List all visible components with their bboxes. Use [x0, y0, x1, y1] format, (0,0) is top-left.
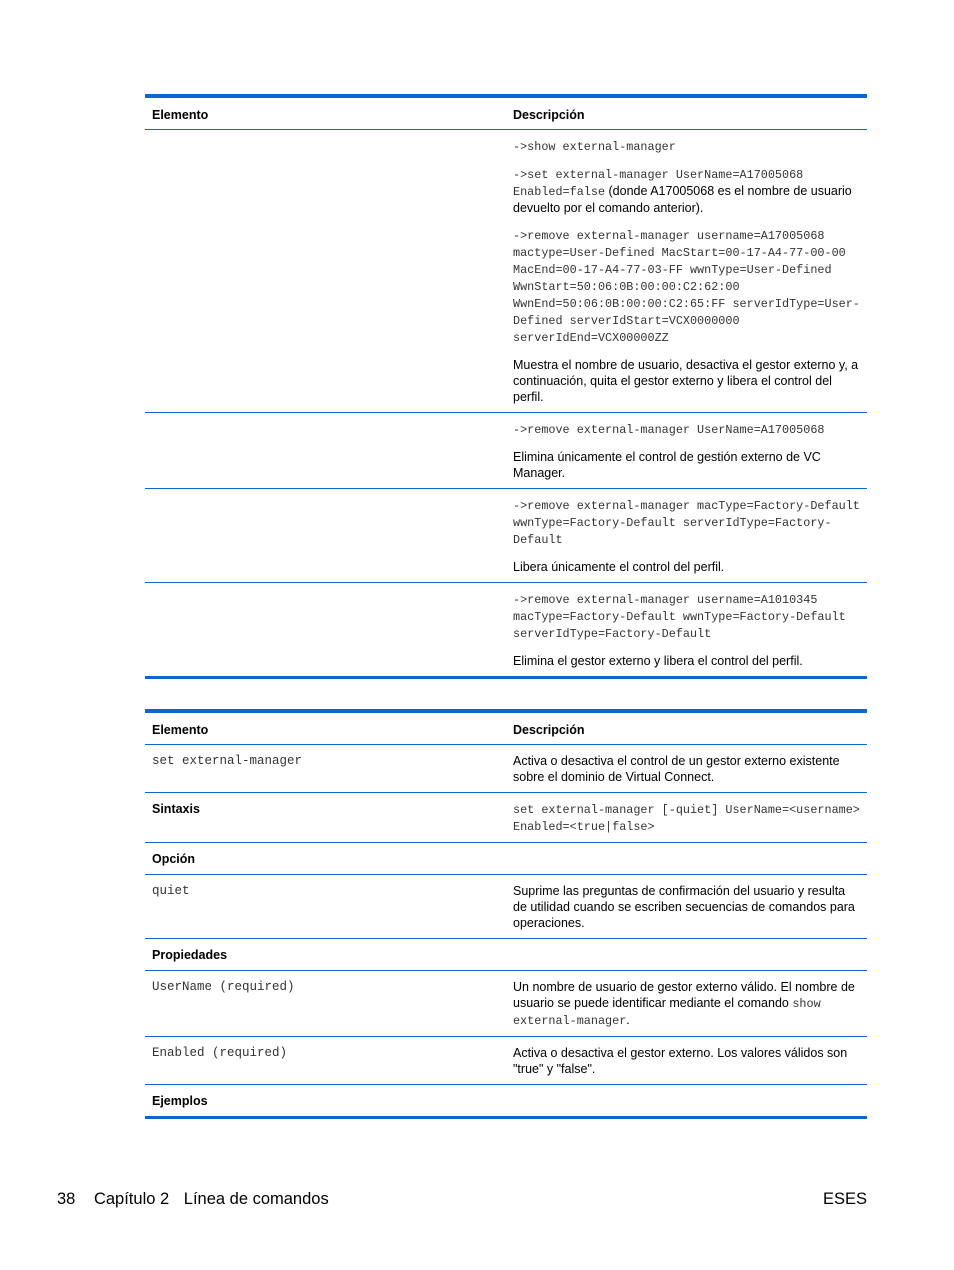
command-table — [145, 709, 867, 1119]
para-tail: . — [626, 1013, 630, 1027]
para-code: set external-manager [-quiet] UserName=<username> Enabled=<true|false> — [513, 803, 867, 834]
description-paragraph — [513, 421, 860, 438]
description-paragraph — [513, 449, 860, 481]
para-text: Suprime las preguntas de confirmación del usuario y resulta de utilidad cuando se escriben secuencias de comandos para operaciones. — [513, 884, 855, 930]
description-paragraph — [513, 1045, 860, 1077]
table-row — [145, 130, 867, 413]
para-code: show external-manager — [513, 997, 828, 1028]
page-number: 38 — [57, 1190, 76, 1208]
description-cell — [506, 939, 867, 971]
element-cell: Propiedades — [145, 939, 506, 971]
element-cell: Opción — [145, 843, 506, 875]
para-text: Libera únicamente el control del perfil. — [513, 560, 725, 574]
table-row — [145, 1037, 867, 1085]
description-paragraph — [513, 357, 860, 405]
table-row — [145, 875, 867, 939]
header-description: Descripción — [506, 711, 867, 745]
description-paragraph — [513, 653, 860, 669]
description-cell — [506, 875, 867, 939]
header-description: Descripción — [506, 96, 867, 130]
description-paragraph — [513, 227, 860, 346]
table-row — [145, 939, 867, 971]
description-paragraph — [513, 166, 860, 216]
description-cell — [506, 971, 867, 1037]
table-row — [145, 843, 867, 875]
header-element: Elemento — [145, 96, 506, 130]
element-cell: UserName (required) — [145, 971, 506, 1037]
table-row — [145, 489, 867, 583]
chapter-title: Línea de comandos — [183, 1190, 329, 1208]
table-row — [145, 583, 867, 678]
table-header-row — [145, 711, 867, 745]
chapter-label: Capítulo 2 — [93, 1190, 170, 1208]
description-cell — [506, 583, 867, 678]
table-row — [145, 793, 867, 843]
description-paragraph — [513, 497, 867, 548]
description-paragraph — [513, 559, 860, 575]
description-cell — [506, 489, 867, 583]
description-paragraph — [513, 883, 860, 931]
element-cell: Enabled (required) — [145, 1037, 506, 1085]
description-cell — [506, 843, 867, 875]
para-text: Un nombre de usuario de gestor externo válido. El nombre de usuario se puede identificar mediante el comando — [513, 980, 855, 1010]
para-text: Elimina el gestor externo y libera el control del perfil. — [513, 654, 803, 668]
description-cell — [506, 130, 867, 413]
element-cell: Ejemplos — [145, 1085, 506, 1118]
table-row — [145, 413, 867, 489]
description-paragraph — [513, 591, 860, 642]
description-cell — [506, 413, 867, 489]
para-text: (donde A17005068 es el nombre de usuario devuelto por el comando anterior). — [513, 184, 852, 215]
description-paragraph — [513, 979, 860, 1029]
para-code: ->remove external-manager macType=Factory-Default wwnType=Factory-Default serverIdType=Factory-Default — [513, 499, 867, 547]
description-paragraph — [513, 801, 867, 835]
element-cell — [145, 489, 506, 583]
para-text: Activa o desactiva el control de un gestor externo existente sobre el dominio de Virtual Connect. — [513, 754, 840, 784]
para-code: ->set external-manager UserName=A17005068 Enabled=false — [513, 168, 811, 199]
table-row — [145, 971, 867, 1037]
element-cell — [145, 583, 506, 678]
table-row — [145, 745, 867, 793]
table-header-row — [145, 96, 867, 130]
element-cell: quiet — [145, 875, 506, 939]
table-row — [145, 1085, 867, 1118]
footer-locale: ESES — [822, 1190, 867, 1208]
footer-left — [57, 1190, 343, 1209]
para-text: Activa o desactiva el gestor externo. Los valores válidos son "true" y "false". — [513, 1046, 848, 1076]
element-cell: set external-manager — [145, 745, 506, 793]
description-paragraph — [513, 753, 860, 785]
para-text: Muestra el nombre de usuario, desactiva el gestor externo y, a continuación, quita el gestor externo y libera el control del perfil. — [513, 358, 859, 404]
description-paragraph — [513, 138, 860, 155]
element-cell — [145, 413, 506, 489]
element-cell: Sintaxis — [145, 793, 506, 843]
para-code: ->remove external-manager username=A1010345 macType=Factory-Default wwnType=Factory-Default serverIdType=Factory-Default — [513, 593, 853, 641]
description-cell — [506, 1085, 867, 1118]
para-code: ->show external-manager — [513, 140, 676, 154]
description-cell — [506, 793, 867, 843]
element-cell — [145, 130, 506, 413]
description-cell — [506, 745, 867, 793]
para-code: ->remove external-manager UserName=A17005068 — [513, 423, 825, 437]
para-text: Elimina únicamente el control de gestión externo de VC Manager. — [513, 450, 821, 480]
description-cell — [506, 1037, 867, 1085]
header-element: Elemento — [145, 711, 506, 745]
examples-table — [145, 94, 867, 679]
para-code: ->remove external-manager username=A17005068 mactype=User-Defined MacStart=00-17-A4-77-00-00 MacEnd=00-17-A4-77-03-FF wwnType=User-Defined WwnStart=50:06:0B:00:00:C2:62:00 WwnEnd=50:06:0B:00:00:C2:65:FF serverIdType=User-Defined serverIdStart=VCX0000000 serverIdEnd=VCX00000ZZ — [513, 229, 860, 345]
